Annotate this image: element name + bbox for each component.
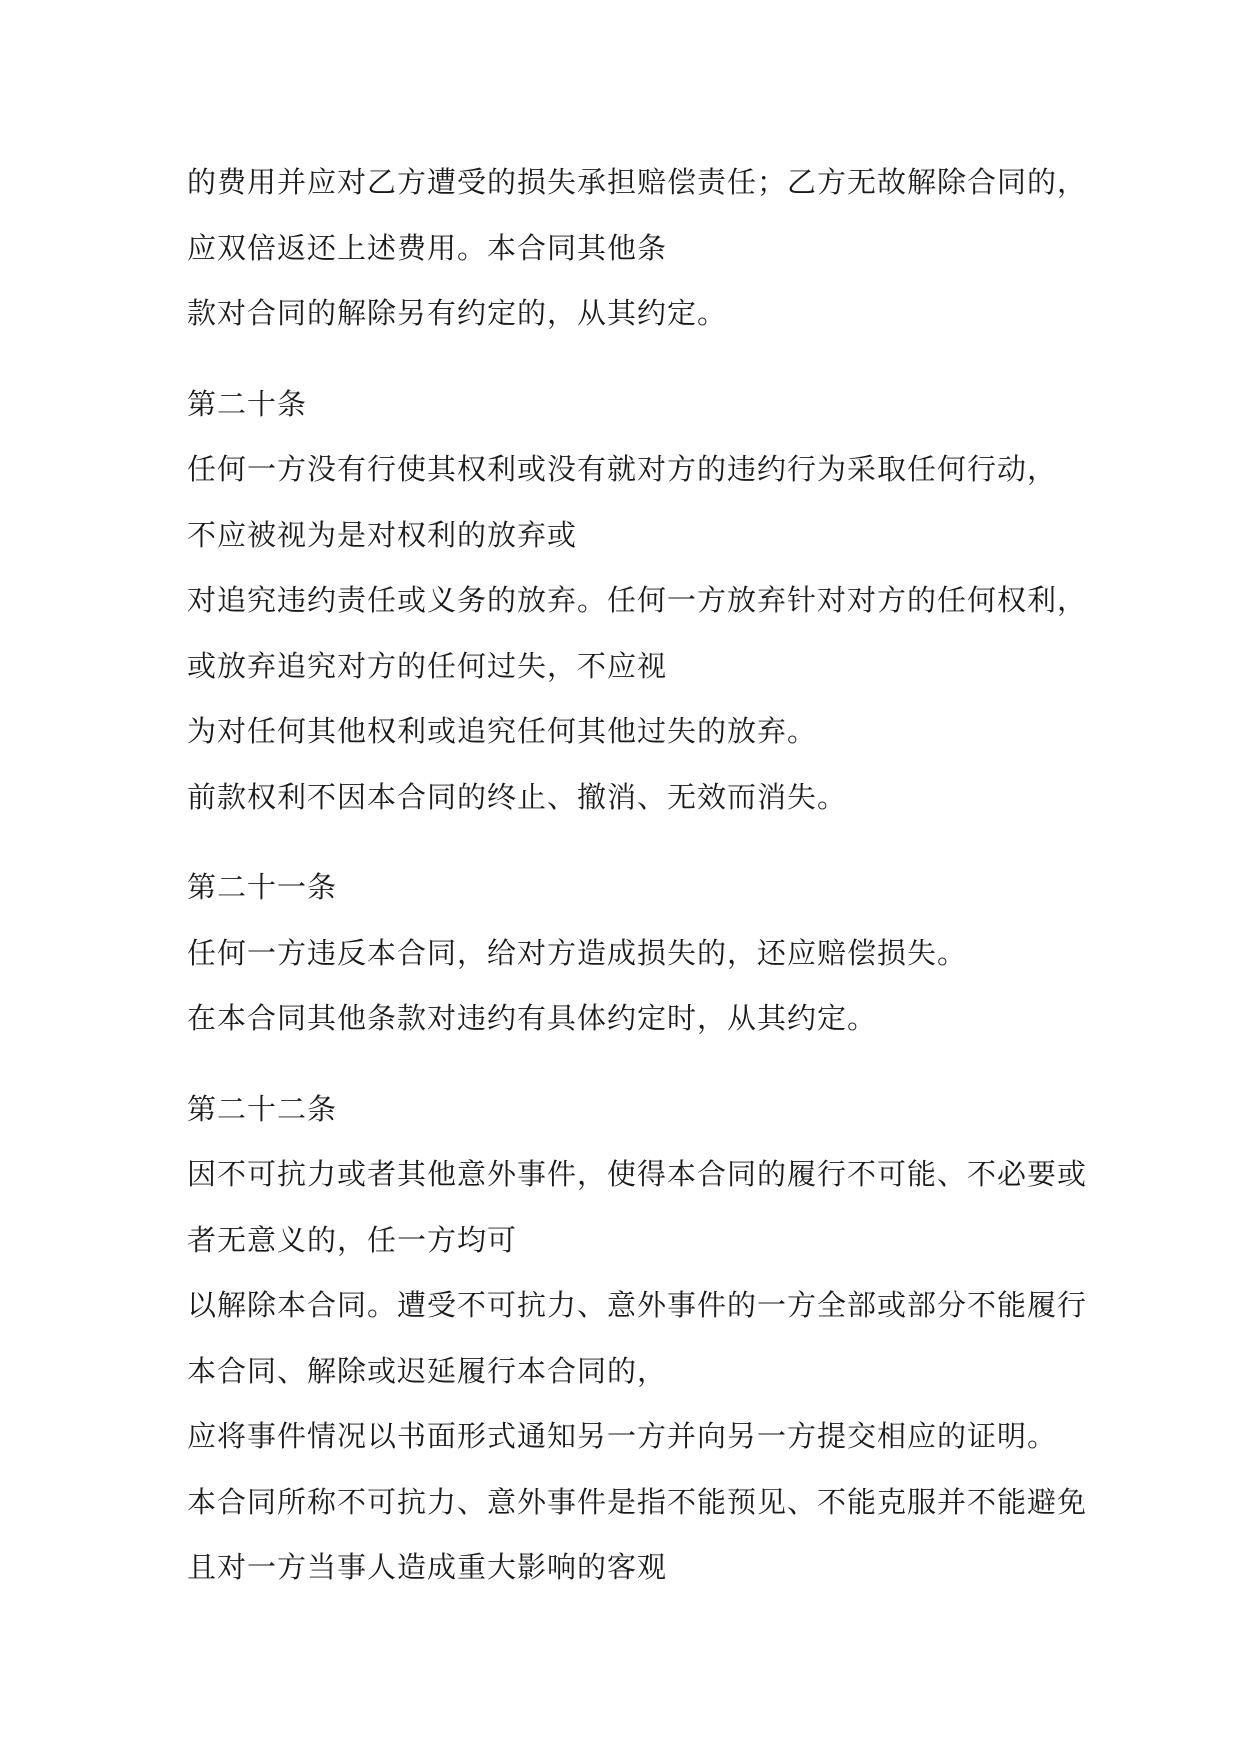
paragraph-line: 在本合同其他条款对违约有具体约定时，从其约定。 (187, 1001, 878, 1035)
paragraph-line: 因不可抗力或者其他意外事件，使得本合同的履行不可能、不必要或 (187, 1157, 1088, 1191)
paragraph-line: 本合同所称不可抗力、意外事件是指不能预见、不能克服并不能避免 (187, 1485, 1088, 1519)
paragraph-line: 任何一方没有行使其权利或没有就对方的违约行为采取任何行动， (187, 452, 1058, 486)
paragraph-line: 款对合同的解除另有约定的，从其约定。 (187, 296, 728, 330)
paragraph-line: 应双倍返还上述费用。本合同其他条 (187, 231, 668, 265)
article-heading: 第二十二条 (187, 1092, 338, 1126)
paragraph-line: 的费用并应对乙方遭受的损失承担赔偿责任；乙方无故解除合同的， (187, 165, 1088, 199)
article-heading: 第二十一条 (187, 870, 338, 904)
paragraph-line: 不应被视为是对权利的放弃或 (187, 518, 578, 552)
paragraph-line: 对追究违约责任或义务的放弃。任何一方放弃针对对方的任何权利， (187, 583, 1088, 617)
article-heading: 第二十条 (187, 387, 308, 421)
paragraph-line: 且对一方当事人造成重大影响的客观 (187, 1550, 668, 1584)
paragraph-line: 或放弃追究对方的任何过失，不应视 (187, 649, 668, 683)
paragraph-line: 任何一方违反本合同，给对方造成损失的，还应赔偿损失。 (187, 936, 968, 970)
paragraph-line: 应将事件情况以书面形式通知另一方并向另一方提交相应的证明。 (187, 1419, 1058, 1453)
paragraph-line: 以解除本合同。遭受不可抗力、意外事件的一方全部或部分不能履行 (187, 1288, 1088, 1322)
paragraph-line: 为对任何其他权利或追究任何其他过失的放弃。 (187, 714, 818, 748)
paragraph-line: 本合同、解除或迟延履行本合同的， (187, 1354, 668, 1388)
paragraph-line: 者无意义的，任一方均可 (187, 1223, 518, 1257)
paragraph-line: 前款权利不因本合同的终止、撤消、无效而消失。 (187, 780, 848, 814)
